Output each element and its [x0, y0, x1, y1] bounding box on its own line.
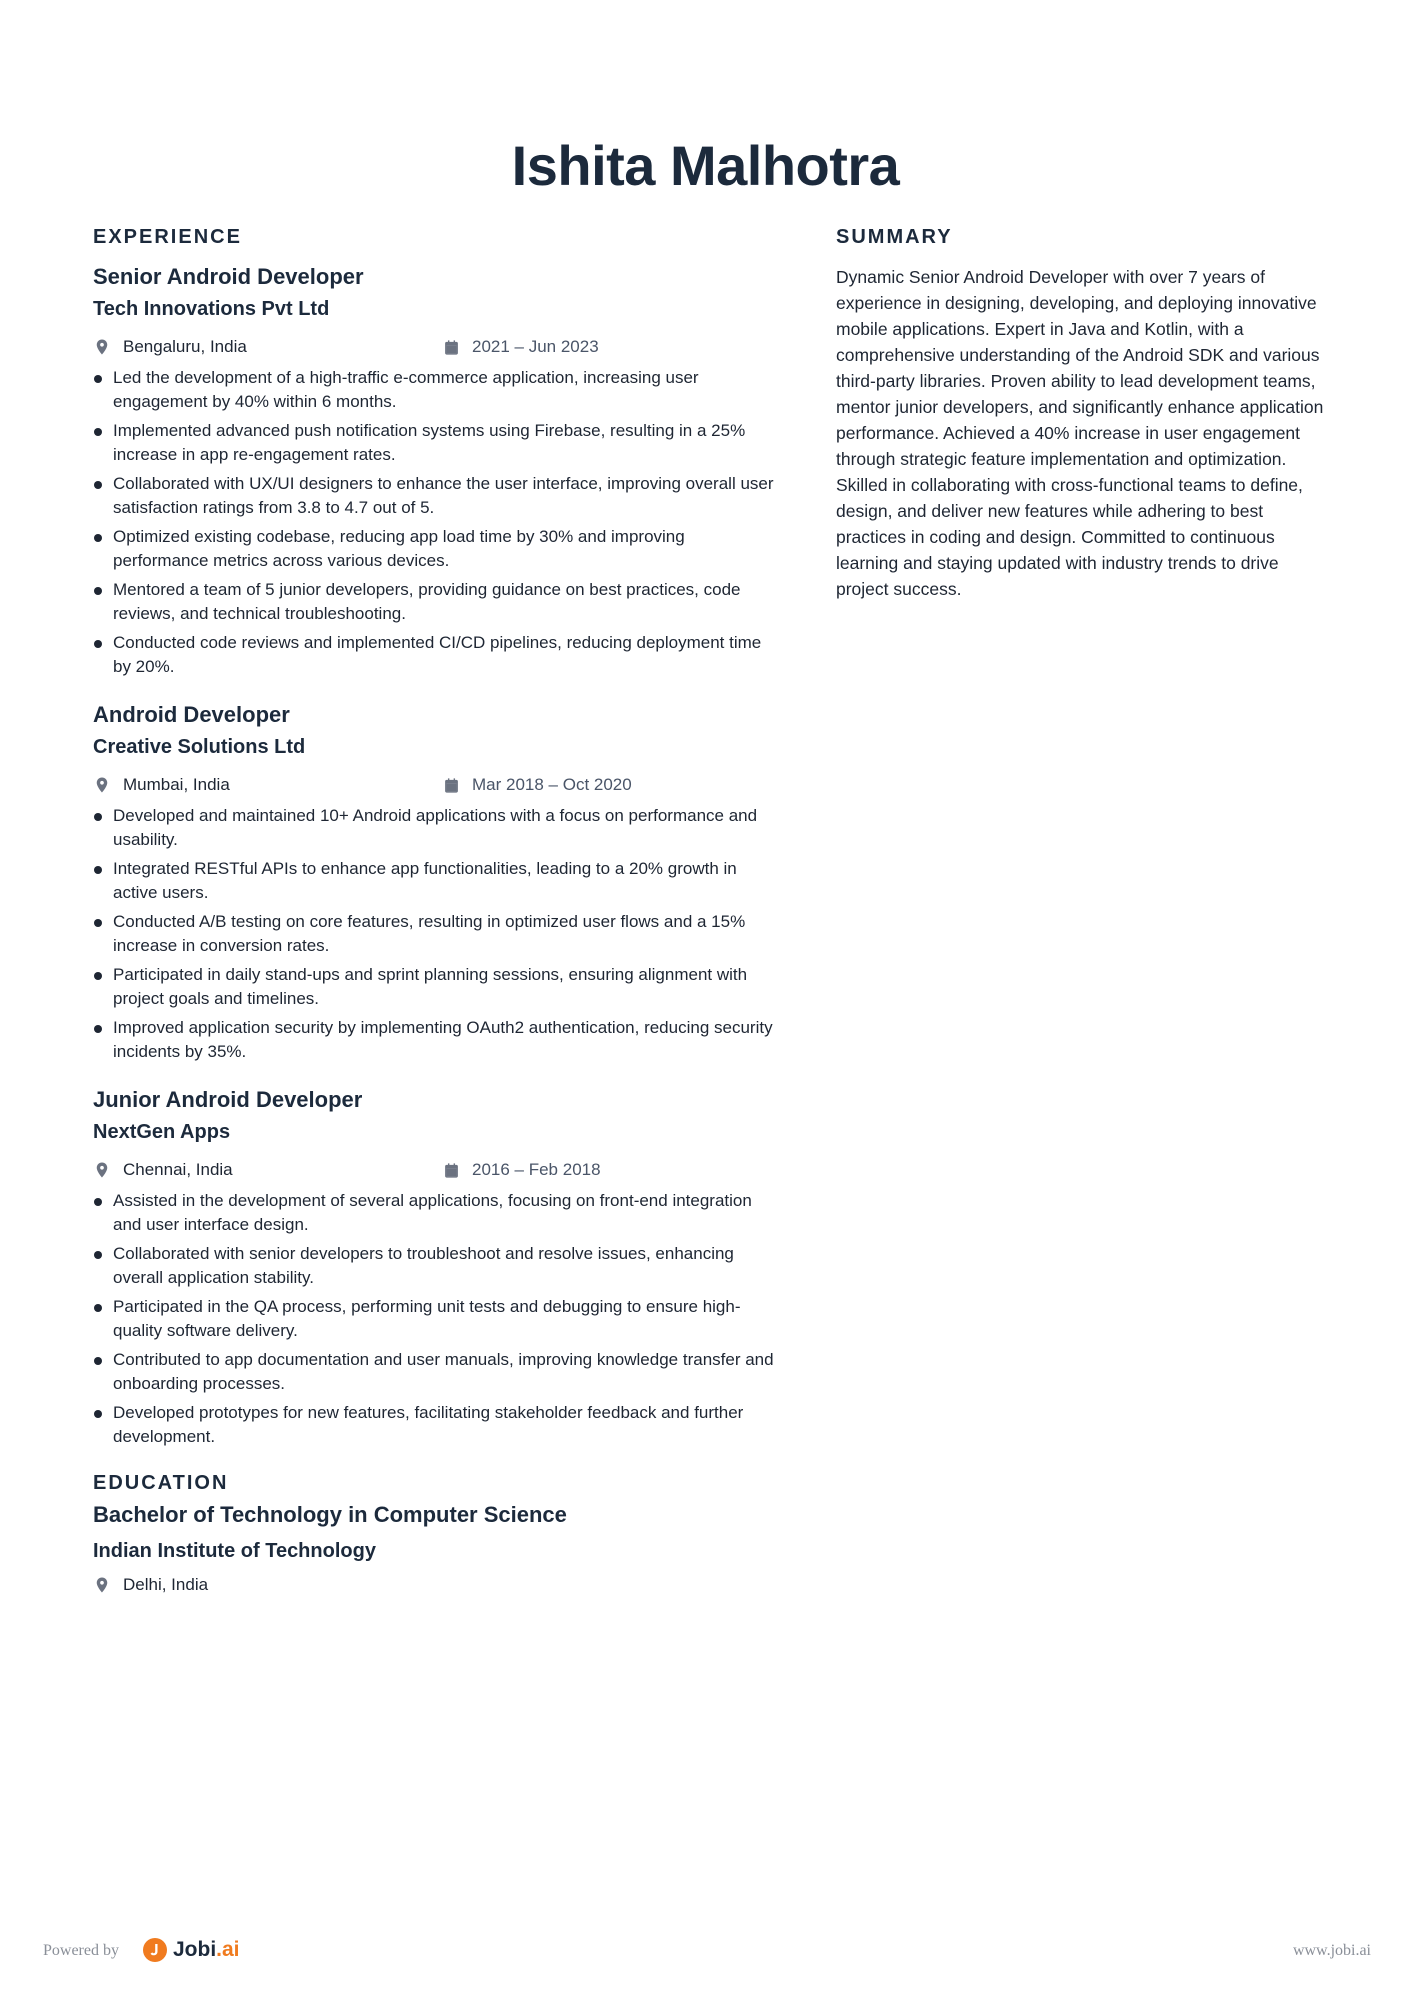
job-bullet: Improved application security by implementing OAuth2 authentication, reducing security incidents by 35%. [93, 1016, 783, 1063]
job-bullet: Integrated RESTful APIs to enhance app functionalities, leading to a 20% growth in active users. [93, 857, 783, 904]
footer-url-link[interactable]: www.jobi.ai [1292, 1942, 1371, 1959]
job-meta [93, 772, 783, 798]
job-bullets [93, 804, 783, 1063]
education-degree: Bachelor of Technology in Computer Science [93, 1502, 567, 1527]
resume-name: Ishita Malhotra [511, 134, 900, 197]
job-bullet: Implemented advanced push notification systems using Firebase, resulting in a 25% increase in app re-engagement rates. [93, 419, 783, 466]
jobi-logo[interactable] [142, 1937, 240, 1963]
powered-by-label: Powered by [43, 1942, 119, 1959]
job-bullet: Conducted code reviews and implemented CI/CD pipelines, reducing deployment time by 20%. [93, 631, 783, 678]
job-location-text: Mumbai, India [123, 775, 230, 794]
jobi-logo-icon [142, 1937, 168, 1963]
job-dates [443, 1160, 601, 1180]
education-section [93, 1470, 783, 1598]
job-title: Senior Android Developer [93, 264, 364, 289]
jobi-logo-text [173, 1938, 240, 1962]
job-entry [93, 262, 783, 678]
logo-main: Jobi [173, 1938, 217, 1961]
education-heading: EDUCATION [93, 1472, 229, 1494]
experience-heading: EXPERIENCE [93, 226, 242, 248]
job-location [93, 1160, 443, 1180]
education-location [93, 1575, 443, 1595]
job-company: Tech Innovations Pvt Ltd [93, 298, 330, 320]
job-title: Junior Android Developer [93, 1087, 363, 1112]
job-bullet: Developed prototypes for new features, facilitating stakeholder feedback and further development. [93, 1401, 783, 1448]
job-location-text: Bengaluru, India [123, 337, 247, 356]
education-meta [93, 1572, 783, 1598]
summary-text: Dynamic Senior Android Developer with over 7 years of experience in designing, developing, and deploying innovative mobile applications. Expert in Java and Kotlin, with a comprehensive understanding of the Android SDK and various third-party libraries. Proven ability to lead development teams, mentor junior developers, and significantly enhance application performance. Achieved a 40% increase in user engagement through strategic feature implementation and optimization. Skilled in collaborating with cross-functional teams to define, design, and deliver new features while adhering to best practices in coding and design. Committed to continuous learning and staying updated with industry trends to drive project success. [836, 267, 1324, 599]
education-location-text: Delhi, India [123, 1575, 209, 1594]
experience-list [93, 262, 783, 1448]
job-bullet: Conducted A/B testing on core features, resulting in optimized user flows and a 15% increase in conversion rates. [93, 910, 783, 957]
logo-suffix: .ai [216, 1938, 240, 1961]
education-school: Indian Institute of Technology [93, 1540, 376, 1562]
job-dates-text: Mar 2018 – Oct 2020 [472, 775, 632, 794]
right-column [836, 224, 1326, 602]
job-bullet: Developed and maintained 10+ Android applications with a focus on performance and usability. [93, 804, 783, 851]
job-location [93, 337, 443, 357]
job-bullet: Contributed to app documentation and user manuals, improving knowledge transfer and onboarding processes. [93, 1348, 783, 1395]
job-bullet: Participated in daily stand-ups and sprint planning sessions, ensuring alignment with project goals and timelines. [93, 963, 783, 1010]
job-bullets [93, 366, 783, 678]
summary-heading: SUMMARY [836, 226, 953, 248]
map-pin-icon [93, 1576, 111, 1594]
job-dates [443, 337, 599, 357]
job-dates-text: 2016 – Feb 2018 [472, 1160, 601, 1179]
job-entry [93, 700, 783, 1063]
job-meta [93, 1157, 783, 1183]
job-location-text: Chennai, India [123, 1160, 233, 1179]
map-pin-icon [93, 776, 111, 794]
job-bullet: Mentored a team of 5 junior developers, providing guidance on best practices, code reviews, and technical troubleshooting. [93, 578, 783, 625]
job-meta [93, 334, 783, 360]
job-entry [93, 1085, 783, 1448]
calendar-icon [443, 777, 460, 794]
job-bullet: Assisted in the development of several applications, focusing on front-end integration and user interface design. [93, 1189, 783, 1236]
job-bullet: Participated in the QA process, performing unit tests and debugging to ensure high-quality software delivery. [93, 1295, 783, 1342]
map-pin-icon [93, 1161, 111, 1179]
calendar-icon [443, 339, 460, 356]
job-location [93, 775, 443, 795]
left-column [93, 224, 783, 1604]
job-bullet: Collaborated with UX/UI designers to enhance the user interface, improving overall user satisfaction ratings from 3.8 to 4.7 out of 5. [93, 472, 783, 519]
job-bullet: Collaborated with senior developers to troubleshoot and resolve issues, enhancing overall application stability. [93, 1242, 783, 1289]
job-title: Android Developer [93, 702, 290, 727]
job-bullet: Led the development of a high-traffic e-commerce application, increasing user engagement by 40% within 6 months. [93, 366, 783, 413]
job-dates-text: 2021 – Jun 2023 [472, 337, 599, 356]
map-pin-icon [93, 338, 111, 356]
job-company: NextGen Apps [93, 1121, 231, 1143]
job-bullet: Optimized existing codebase, reducing app load time by 30% and improving performance metrics across various devices. [93, 525, 783, 572]
job-dates [443, 775, 632, 795]
calendar-icon [443, 1162, 460, 1179]
job-company: Creative Solutions Ltd [93, 736, 306, 758]
job-bullets [93, 1189, 783, 1448]
